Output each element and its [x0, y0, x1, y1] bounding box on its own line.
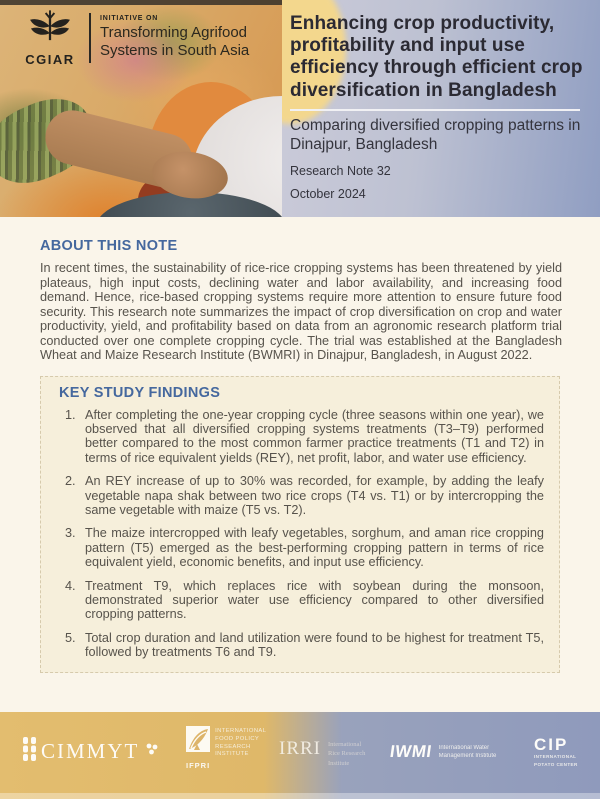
initiative-label: INITIATIVE ON — [100, 15, 159, 23]
finding-number: 5. — [65, 630, 76, 645]
irri-line: Institute — [328, 759, 350, 767]
cimmyt-label: CIMMYT — [41, 739, 140, 763]
cgiar-logo — [18, 8, 82, 67]
ifpri-line: FOOD POLICY — [215, 735, 260, 742]
document-subtitle: Comparing diversified cropping patterns in Dinajpur, Bangladesh — [290, 116, 581, 153]
irri-line: Rice Research — [328, 750, 366, 758]
iwmi-label: IWMI — [388, 742, 434, 761]
iwmi-name-lines — [439, 744, 497, 761]
finding-text: Treatment T9, which replaces rice with soybean during the monsoon, demonstrated superior water use efficiency compared to other diversified cropping patterns. — [85, 578, 544, 622]
iwmi-line: Management Institute — [438, 753, 497, 759]
key-findings-box — [40, 376, 560, 673]
ifpri-label: IFPRI — [186, 761, 211, 770]
initiative-text — [100, 15, 249, 59]
finding-number: 4. — [65, 578, 76, 593]
logo-divider — [89, 13, 91, 63]
cimmyt-wheat-icon — [22, 736, 37, 767]
cgiar-logo-block — [18, 8, 249, 67]
ifpri-emblem-icon — [186, 726, 210, 759]
cip-name-lines — [534, 753, 578, 769]
about-paragraph: In recent times, the sustainability of rice-rice cropping systems has been threatened by yield plateaus, high input costs, declining water and labor availability, and increasing food demand. Hence, rice-based cropping systems require more attention to ensure future food security. This research note summarizes the impact of crop diversification on crop and water productivity, yield, and profitability based on data from an agronomic research platform trial conducted over one complete cropping cycle. The trial was established at the Bangladesh Wheat and Maize Research Institute (BWMRI) in Dinajpur, Bangladesh, in August 2022. — [40, 261, 562, 362]
iwmi-logo — [390, 742, 496, 762]
finding-number: 1. — [65, 407, 76, 422]
finding-text: The maize intercropped with leafy vegetables, sorghum, and aman rice cropping pattern (T5) emerged as the best-performing cropping pattern in terms of rice equivalent yield, economic benefits, and input use efficiency. — [85, 526, 544, 570]
ifpri-line: INTERNATIONAL — [215, 728, 267, 734]
research-note-number: Research Note 32 — [290, 163, 391, 178]
photo-top-strip — [0, 0, 282, 5]
ifpri-line: INSTITUTE — [215, 751, 249, 758]
finding-item — [59, 474, 544, 517]
irri-line: International — [328, 741, 362, 748]
finding-item — [59, 631, 544, 660]
finding-item — [59, 526, 544, 569]
cip-label: CIP — [534, 735, 569, 754]
cimmyt-trefoil-icon — [145, 742, 159, 761]
partner-logos-footer — [0, 712, 600, 799]
document-title: Enhancing crop productivity, profitability and input use efficiency through efficient crop diversification in Bangladesh — [290, 13, 583, 101]
finding-item — [59, 579, 544, 622]
ifpri-name-lines — [215, 728, 266, 770]
initiative-name-line2: Systems in South Asia — [100, 42, 250, 59]
publication-date: October 2024 — [290, 186, 366, 201]
cip-line: POTATO CENTER — [534, 761, 578, 767]
initiative-name-line1: Transforming Agrifood — [100, 24, 248, 42]
about-section — [0, 217, 600, 363]
about-heading: ABOUT THIS NOTE — [40, 238, 178, 254]
ifpri-line: RESEARCH — [215, 743, 251, 750]
cip-logo — [534, 736, 578, 769]
body-area — [0, 217, 600, 712]
cip-line: INTERNATIONAL — [534, 754, 577, 759]
cgiar-org-label: CGIAR — [25, 52, 75, 67]
title-divider — [290, 109, 580, 111]
cgiar-wheat-icon — [29, 8, 71, 51]
ifpri-logo — [186, 726, 266, 770]
header — [0, 0, 600, 217]
finding-text: After completing the one-year cropping cycle (three seasons within one year), we observed that all diversified cropping systems treatments (T3–T9) performed better compared to the most common farmer practice treatments (T1 and T2) in terms of rice equivalent yields (REY), net profit, labor, and water use efficiency. — [85, 407, 544, 465]
title-panel — [282, 0, 600, 217]
cimmyt-logo — [22, 736, 159, 767]
finding-item — [59, 408, 544, 466]
findings-list — [59, 408, 544, 660]
irri-logo — [279, 738, 365, 768]
finding-number: 3. — [65, 526, 76, 541]
iwmi-line: International Water — [438, 744, 490, 751]
findings-heading: KEY STUDY FINDINGS — [59, 384, 221, 401]
finding-number: 2. — [65, 474, 76, 489]
finding-text: Total crop duration and land utilization were found to be highest for treatment T5, followed by treatments T6 and T9. — [85, 630, 544, 660]
finding-text: An REY increase of up to 30% was recorded, for example, by adding the leafy vegetable napa shak between two rice crops (T4 vs. T1) or by intercropping the same vegetable with maize (T5 vs. T2). — [85, 474, 544, 517]
irri-label: IRRI — [279, 738, 321, 759]
header-photo — [0, 0, 282, 217]
irri-name-lines — [328, 740, 365, 768]
